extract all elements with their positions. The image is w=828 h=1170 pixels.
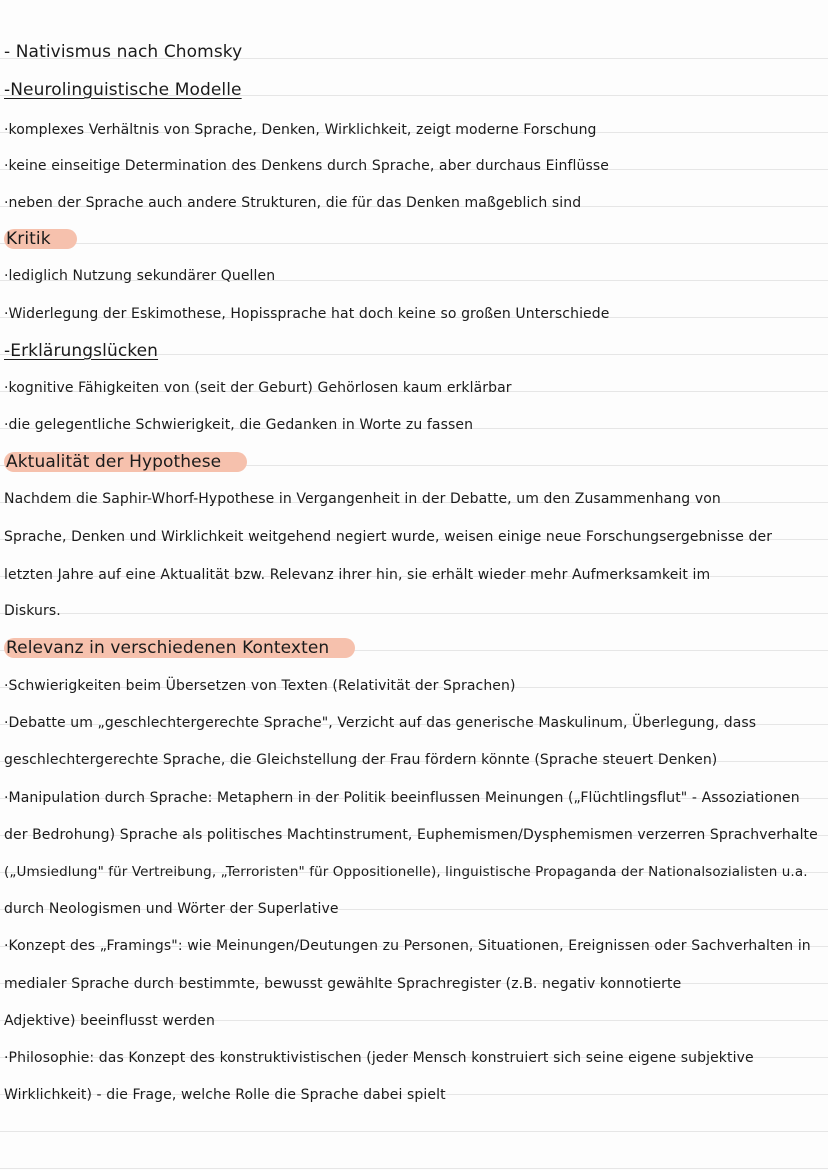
heading-aktualitaet-wrap — [4, 452, 820, 472]
heading-relevanz: Relevanz in verschiedenen Kontexten — [4, 638, 355, 658]
bullet-line: ·kognitive Fähigkeiten von (seit der Geburt) Gehörlosen kaum erklärbar — [4, 380, 512, 396]
bullet-line: Adjektive) beeinflusst werden — [4, 1013, 215, 1029]
heading-relevanz-wrap — [4, 638, 820, 658]
bullet-line: medialer Sprache durch bestimmte, bewusst gewählte Sprachregister (z.B. negativ konnotierte — [4, 976, 682, 992]
paragraph-line: letzten Jahre auf eine Aktualität bzw. Relevanz ihrer hin, sie erhält wieder mehr Aufmerksamkeit im — [4, 567, 711, 583]
heading-kritik: Kritik — [4, 229, 77, 249]
paragraph-line: Sprache, Denken und Wirklichkeit weitgehend negiert wurde, weisen einige neue Forschungsergebnisse der — [4, 529, 773, 545]
bullet-line: („Umsiedlung" für Vertreibung, „Terroristen" für Oppositionelle), linguistische Propaganda der Nationalsozialisten u.a. — [4, 864, 808, 880]
bullet-line: ·Debatte um „geschlechtergerechte Sprache", Verzicht auf das generische Maskulinum, Überlegung, dass — [4, 715, 757, 731]
heading-kritik-wrap — [4, 229, 820, 249]
bullet-line: ·Widerlegung der Eskimothese, Hopissprache hat doch keine so großen Unterschiede — [4, 306, 610, 322]
bullet-line: Wirklichkeit) - die Frage, welche Rolle die Sprache dabei spielt — [4, 1087, 446, 1103]
bullet-line: der Bedrohung) Sprache als politisches Machtinstrument, Euphemismen/Dysphemismen verzerren Sprachverhalte — [4, 827, 818, 843]
bullet-line: ·neben der Sprache auch andere Strukturen, die für das Denken maßgeblich sind — [4, 195, 582, 211]
heading-aktualitaet: Aktualität der Hypothese — [4, 452, 247, 472]
paragraph-line: Nachdem die Saphir-Whorf-Hypothese in Vergangenheit in der Debatte, um den Zusammenhang von — [4, 491, 721, 507]
heading-nativismus: - Nativismus nach Chomsky — [4, 42, 243, 62]
bullet-line: ·keine einseitige Determination des Denkens durch Sprache, aber durchaus Einflüsse — [4, 158, 609, 174]
bullet-line: ·Manipulation durch Sprache: Metaphern in der Politik beeinflussen Meinungen („Flüchtlingsflut" - Assoziationen — [4, 790, 800, 806]
heading-erklaerungsluecken: -Erklärungslücken — [4, 341, 159, 361]
paragraph-line: Diskurs. — [4, 603, 61, 619]
heading-neurolinguistische-modelle: -Neurolinguistische Modelle — [4, 80, 242, 100]
bullet-line: ·lediglich Nutzung sekundärer Quellen — [4, 268, 276, 284]
bullet-line: ·Schwierigkeiten beim Übersetzen von Texten (Relativität der Sprachen) — [4, 678, 516, 694]
bullet-line: ·die gelegentliche Schwierigkeit, die Gedanken in Worte zu fassen — [4, 417, 474, 433]
bullet-line: durch Neologismen und Wörter der Superlative — [4, 901, 339, 917]
bullet-line: ·komplexes Verhältnis von Sprache, Denken, Wirklichkeit, zeigt moderne Forschung — [4, 122, 597, 138]
bullet-line: ·Philosophie: das Konzept des konstruktivistischen (jeder Mensch konstruiert sich seine eigene subjektive — [4, 1050, 754, 1066]
bullet-line: ·Konzept des „Framings": wie Meinungen/Deutungen zu Personen, Situationen, Ereignissen oder Sachverhalten in — [4, 938, 811, 954]
bullet-line: geschlechtergerechte Sprache, die Gleichstellung der Frau fördern könnte (Sprache steuert Denken) — [4, 752, 718, 768]
